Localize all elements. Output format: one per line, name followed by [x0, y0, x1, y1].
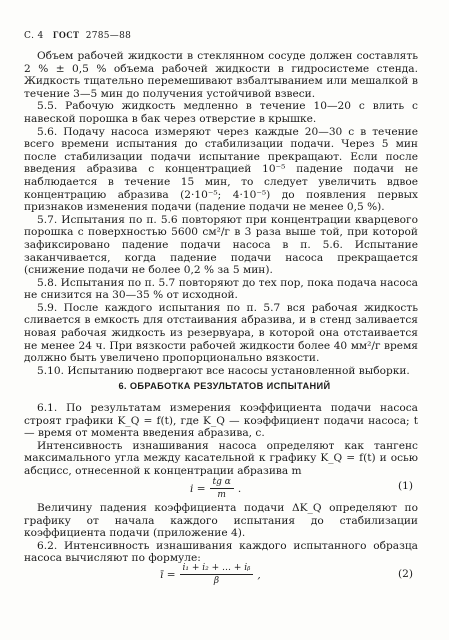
standard-number: 2785—88: [85, 31, 132, 41]
formula-1-lhs: i =: [190, 482, 206, 495]
formula-2-number: (2): [398, 568, 414, 580]
paragraph-5-10: 5.10. Испытанию подвергают все насосы установленной выборки.: [37, 364, 410, 377]
section-5-text: [24, 50, 418, 377]
section-6-text: [24, 402, 418, 478]
paragraph-5-9: 5.9. После каждого испытания по п. 5.7 вся рабочая жидкость сливается в емкость для отстаивания абразива, и в стенд заливается новая рабочая жидкость из резервуара, в которой она отстаивается не менее 24 ч. При вязкости рабочей жидкости более 40 мм²/г время должно быть увеличено пропорционально вязкости.: [24, 301, 418, 365]
formula-1-denominator: m: [217, 490, 226, 500]
paragraph-6-2: 6.2. Интенсивность изнашивания каждого испытанного образца насоса вычисляют по формуле:: [24, 539, 418, 565]
section-6-text-2: [24, 502, 418, 565]
formula-1-number: (1): [398, 480, 414, 492]
formula-2-trail: ,: [257, 568, 261, 581]
formula-1-fraction: [210, 477, 234, 500]
paragraph-5-6: 5.6. Подачу насоса измеряют через каждые 20—30 с в течение всего времени испытания до стабилизации подачи. Через 5 мин после стабилизации подачи испытание прекращают. Если после введения абразива с концентрацией 10⁻⁵ падение подачи не наблюдается в течение 15 мин, то следует увеличить вдвое концентрацию абразива (2·10⁻⁵; 4·10⁻⁵) до появления первых признаков изменения подачи (падение подачи не менее 0,5 %).: [24, 125, 418, 214]
formula-1-numerator: tg α: [210, 477, 234, 489]
paragraph-volume: Объем рабочей жидкости в стеклянном сосуде должен составлять 2 % ± 0,5 % объема рабочей жидкости в гидросистеме стенда. Жидкость тщательно перемешивают взбалтыванием или мешалкой в течение 3—5 мин до получения устойчивой взвеси.: [24, 50, 418, 100]
paragraph-5-5: 5.5. Рабочую жидкость медленно в течение 10—20 с влить с навеской порошка в бак через отверстие в крышке.: [24, 100, 418, 125]
paragraph-delta: Величину падения коэффициента подачи ΔK_Q определяют по графику от начала каждого испытания до стабилизации коэффициента подачи (приложение 4).: [24, 502, 418, 540]
page-label: С. 4: [24, 31, 44, 41]
standard-label: ГОСТ: [53, 30, 80, 40]
formula-2: [160, 563, 261, 586]
formula-2-lhs: ī =: [160, 568, 176, 581]
paragraph-5-7: 5.7. Испытания по п. 5.6 повторяют при концентрации кварцевого порошка с поверхностью 5600 см²/г в 3 раза выше той, при которой зафиксировано падение подачи насоса в п. 5.6. Испытание заканчивается, когда падение подачи насоса прекращается (снижение подачи не более 0,2 % за 5 мин).: [24, 213, 418, 277]
formula-2-numerator: i₁ + i₂ + … + iᵦ: [180, 563, 254, 575]
page-header: [24, 30, 131, 41]
section-title: 6. ОБРАБОТКА РЕЗУЛЬТАТОВ ИСПЫТАНИЙ: [118, 381, 331, 391]
paragraph-5-8: 5.8. Испытания по п. 5.7 повторяют до тех пор, пока подача насоса не снизится на 30—35 % от исходной.: [24, 276, 418, 302]
formula-2-denominator: β: [213, 576, 220, 586]
formula-1: [190, 477, 241, 500]
formula-1-trail: .: [237, 482, 242, 495]
formula-2-fraction: [180, 563, 254, 586]
paragraph-6-1: 6.1. По результатам измерения коэффициента подачи насоса строят графики K_Q = f(t), где K_Q — коэффициент подачи насоса; t — время от момента введения абразива, с.: [24, 402, 418, 440]
paragraph-intensity: Интенсивность изнашивания насоса определяют как тангенс максимального угла между касательной к графику K_Q = f(t) и осью абсцисс, отнесенной к концентрации абразива m: [24, 439, 418, 477]
